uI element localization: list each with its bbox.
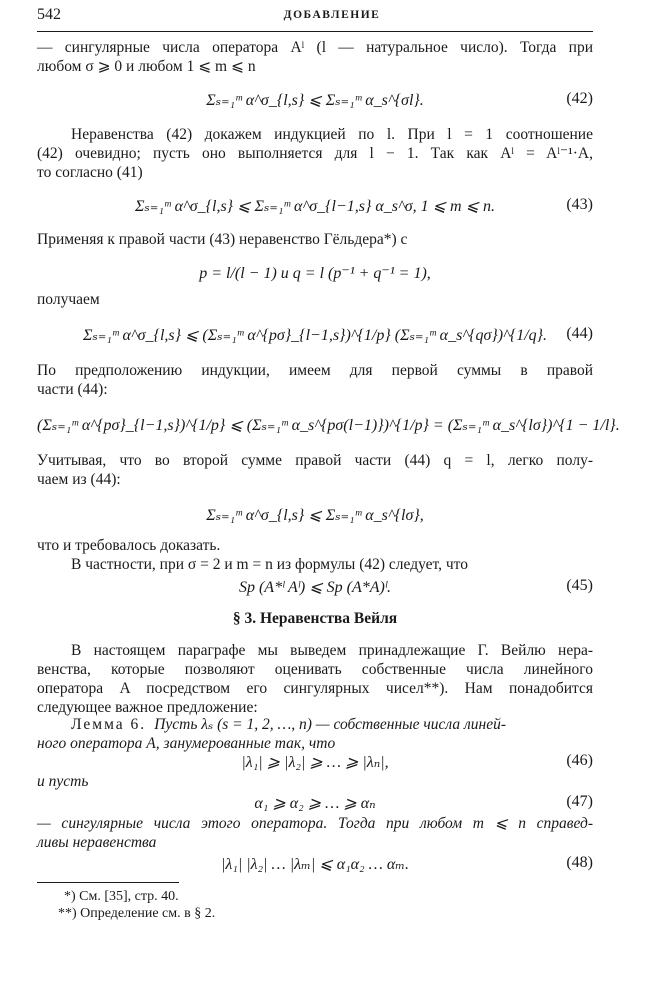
text-line: то согласно (41)	[37, 164, 143, 181]
lemma-line: — сингулярные числа этого оператора. Тогда при любом m ⩽ n справед-	[37, 815, 593, 832]
page-number: 542	[37, 6, 61, 23]
text-line: (42) очевидно; пусть оно выполняется для l − 1. Так как Aˡ = Aˡ⁻¹·A,	[37, 145, 593, 162]
formula-result: Σₛ₌₁ᵐ α^σ_{l,s} ⩽ Σₛ₌₁ᵐ α_s^{lσ},	[206, 507, 424, 524]
formula-45: Sp (A*ˡ Aˡ) ⩽ Sp (A*A)ˡ.	[238, 579, 392, 596]
lemma-statement: Пусть λₛ (s = 1, 2, …, n) — собственные числа линей-	[154, 716, 506, 733]
equation-number: (43)	[566, 196, 593, 213]
equation-number: (47)	[566, 793, 593, 810]
text-line: что и требовалось доказать.	[37, 537, 221, 554]
text-line: По предположению индукции, имеем для первой суммы в правой	[37, 362, 593, 379]
formula-48: |λ₁| |λ₂| … |λₘ| ⩽ α₁α₂ … αₘ.	[220, 856, 410, 873]
lemma-line: ного оператора A, занумерованные так, что	[37, 735, 336, 752]
formula-43: Σₛ₌₁ᵐ α^σ_{l,s} ⩽ Σₛ₌₁ᵐ α^σ_{l−1,s} α_s^σ, 1 ⩽ m ⩽ n.	[134, 198, 495, 215]
text-line: Применяя к правой части (43) неравенство Гёльдера*) с	[37, 231, 408, 248]
text-line: венства, которые позволяют оценивать собственные числа линейного	[37, 661, 593, 678]
lemma-line: ливы неравенства	[37, 834, 157, 851]
footnote: **) Определение см. в § 2.	[58, 906, 216, 921]
lemma-line	[71, 716, 593, 733]
formula-induction: (Σₛ₌₁ᵐ α^{pσ}_{l−1,s})^{1/p} ⩽ (Σₛ₌₁ᵐ α_s^{pσ(l−1)})^{1/p} = (Σₛ₌₁ᵐ α_s^{lσ})^{1 − 1/l}.	[37, 417, 620, 434]
text-line: оператора A посредством его сингулярных чисел**). Нам понадобится	[37, 680, 593, 697]
footnote-rule	[37, 882, 179, 883]
equation-number: (44)	[566, 325, 593, 342]
text-line: следующее важное предложение:	[37, 699, 258, 716]
text-line: Неравенства (42) докажем индукцией по l. При l = 1 соотношение	[71, 126, 593, 143]
text-line: Учитывая, что во второй сумме правой части (44) q = l, легко полу-	[37, 452, 593, 469]
text-line: В настоящем параграфе мы выведем принадлежащие Г. Вейлю нера-	[71, 642, 593, 659]
equation-number: (45)	[566, 577, 593, 594]
text-line: получаем	[37, 291, 100, 308]
formula-holder-exponents: p = l/(l − 1) и q = l (p⁻¹ + q⁻¹ = 1),	[199, 265, 431, 282]
footnote: *) См. [35], стр. 40.	[64, 889, 179, 904]
running-title: ДОБАВЛЕНИЕ	[283, 9, 381, 21]
lemma-line: и пусть	[37, 773, 89, 790]
equation-number: (42)	[566, 90, 593, 107]
text-line: любом σ ⩾ 0 и любом 1 ⩽ m ⩽ n	[37, 58, 256, 75]
text-line: В частности, при σ = 2 и m = n из формулы (42) следует, что	[71, 556, 468, 573]
section-heading: § 3. Неравенства Вейля	[232, 610, 398, 627]
header-rule	[37, 31, 593, 32]
formula-47: α₁ ⩾ α₂ ⩾ … ⩾ αₙ	[254, 795, 376, 812]
formula-44: Σₛ₌₁ᵐ α^σ_{l,s} ⩽ (Σₛ₌₁ᵐ α^{pσ}_{l−1,s})^{1/p} (Σₛ₌₁ᵐ α_s^{qσ})^{1/q}.	[82, 327, 548, 344]
text-line: части (44):	[37, 381, 108, 398]
lemma-head: Лемма 6.	[71, 716, 147, 733]
formula-42: Σₛ₌₁ᵐ α^σ_{l,s} ⩽ Σₛ₌₁ᵐ α_s^{σl}.	[206, 92, 424, 109]
formula-46: |λ₁| ⩾ |λ₂| ⩾ … ⩾ |λₙ|,	[241, 754, 389, 771]
text-line: чаем из (44):	[37, 471, 121, 488]
equation-number: (48)	[566, 854, 593, 871]
text-line: — сингулярные числа оператора Aˡ (l — натуральное число). Тогда при	[37, 39, 593, 56]
equation-number: (46)	[566, 752, 593, 769]
